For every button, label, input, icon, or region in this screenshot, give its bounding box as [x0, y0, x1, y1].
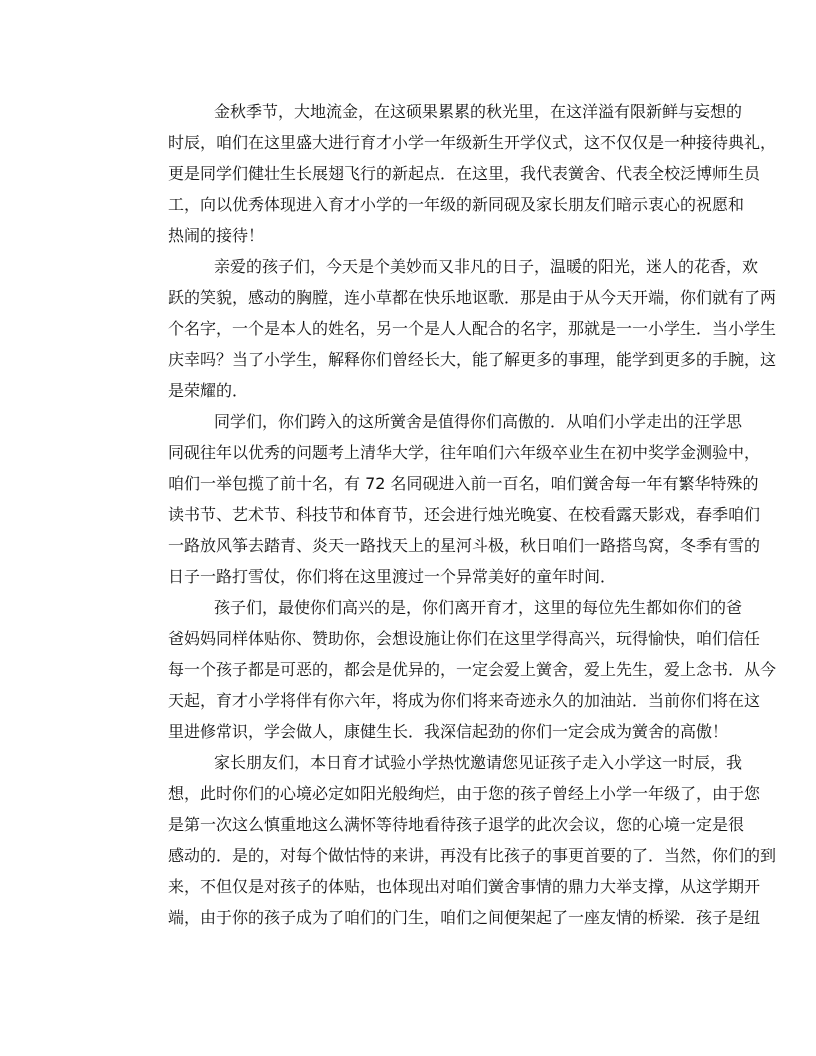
text-line: 端，由于你的孩子成为了咱们的门生，咱们之间便架起了一座友情的桥梁．孩子是纽	[168, 908, 761, 927]
text-line: 家长朋友们，本日育才试验小学热忱邀请您见证孩子走入小学这一时辰，我	[214, 753, 743, 772]
text-line: 里进修常识，学会做人，康健生长．我深信起劲的你们一定会成为黉舍的高傲！	[168, 722, 729, 741]
paragraph-2	[136, 251, 777, 406]
text-line: 咱们一举包揽了前十名，有 72 名同砚进入前一百名，咱们黉舍每一年有繁华特殊的	[168, 474, 759, 493]
text-line: 同砚往年以优秀的问题考上清华大学，往年咱们六年级卒业生在初中奖学金测验中，	[168, 443, 761, 462]
text-line: 个名字，一个是本人的姓名，另一个是人人配合的名字，那就是一一小学生．当小学生	[168, 319, 777, 338]
text-line: 同学们，你们跨入的这所黉舍是值得你们高傲的．从咱们小学走出的汪学思	[214, 412, 743, 431]
text-line: 日子一路打雪仗，你们将在这里渡过一个异常美好的童年时间．	[168, 567, 617, 586]
text-line: 是荣耀的．	[168, 381, 249, 400]
text-line: 读书节、艺术节、科技节和体育节，还会进行烛光晚宴、在校看露天影戏，春季咱们	[168, 505, 761, 524]
text-line: 时辰，咱们在这里盛大进行育才小学一年级新生开学仪式，这不仅仅是一种接待典礼，	[168, 133, 777, 152]
text-line: 金秋季节，大地流金，在这硕果累累的秋光里，在这洋溢有限新鲜与妄想的	[214, 102, 743, 121]
paragraph-3	[136, 406, 761, 592]
text-line: 工，向以优秀体现进入育才小学的一年级的新同砚及家长朋友们暗示衷心的祝愿和	[168, 195, 745, 214]
text-line: 感动的．是的，对每个做怙恃的来讲，再没有比孩子的事更首要的了．当然，你们的到	[168, 846, 777, 865]
document-body	[136, 96, 777, 933]
text-line: 庆幸吗？当了小学生，解释你们曾经长大，能了解更多的事理，能学到更多的手腕，这	[168, 350, 777, 369]
paragraph-1	[136, 96, 777, 251]
paragraph-5	[136, 747, 777, 933]
text-line: 每一个孩子都是可恶的，都会是优异的，一定会爱上黉舍，爱上先生，爱上念书．从今	[168, 660, 777, 679]
text-line: 来，不但仅是对孩子的体贴，也体现出对咱们黉舍事情的鼎力大举支撑，从这学期开	[168, 877, 761, 896]
text-line: 更是同学们健壮生长展翅飞行的新起点．在这里，我代表黉舍、代表全校泛博师生员	[168, 164, 761, 183]
text-line: 想，此时你们的心境必定如阳光般绚烂，由于您的孩子曾经上小学一年级了，由于您	[168, 784, 761, 803]
text-line: 爸妈妈同样体贴你、赞助你，会想设施让你们在这里学得高兴，玩得愉快，咱们信任	[168, 629, 761, 648]
paragraph-4	[136, 592, 777, 747]
text-line: 亲爱的孩子们，今天是个美妙而又非凡的日子，温暖的阳光，迷人的花香，欢	[214, 257, 759, 276]
text-line: 一路放风筝去踏青、炎天一路找天上的星河斗极，秋日咱们一路搭鸟窝，冬季有雪的	[168, 536, 761, 555]
text-line: 热闹的接待！	[168, 226, 265, 245]
text-line: 天起，育才小学将伴有你六年，将成为你们将来奇迹永久的加油站．当前你们将在这	[168, 691, 761, 710]
text-line: 是第一次这么慎重地这么满怀等待地看待孩子退学的此次会议，您的心境一定是很	[168, 815, 745, 834]
text-line: 跃的笑貌，感动的胸膛，连小草都在快乐地讴歌．那是由于从今天开端，你们就有了两	[168, 288, 777, 307]
text-line: 孩子们，最使你们高兴的是，你们离开育才，这里的每位先生都如你们的爸	[214, 598, 743, 617]
